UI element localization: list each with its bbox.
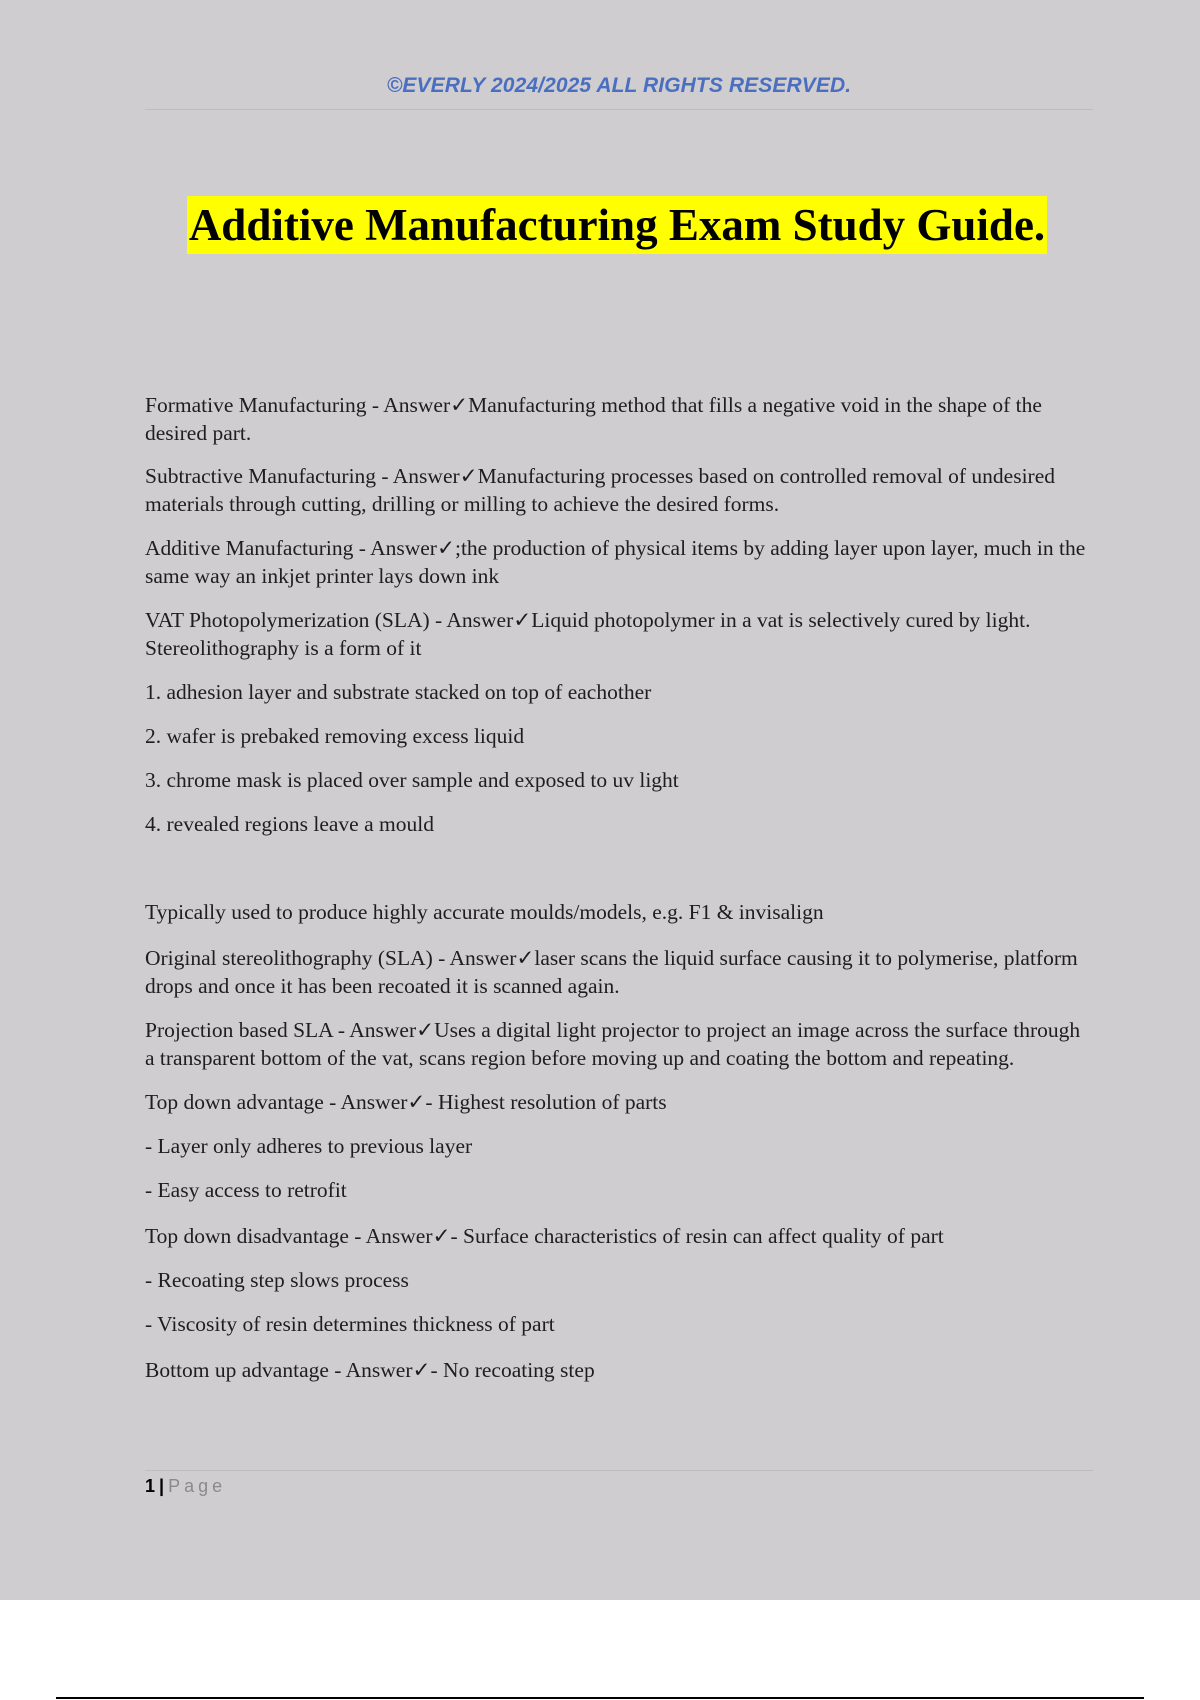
list-item-step-1: 1. adhesion layer and substrate stacked on top of eachother	[145, 680, 652, 704]
page-separator: |	[159, 1476, 165, 1496]
copyright-header: ©EVERLY 2024/2025 ALL RIGHTS RESERVED.	[386, 74, 852, 97]
note-typical-use: Typically used to produce highly accurate moulds/models, e.g. F1 & invisalign	[145, 900, 824, 924]
bottom-border-line	[56, 1697, 1144, 1699]
definition-vat-photopolymerization: VAT Photopolymerization (SLA) - Answer✓Liquid photopolymer in a vat is selectively cured by light. Stereolithography is a form of it	[145, 608, 1031, 660]
bottom-up-advantage: Bottom up advantage - Answer✓- No recoating step	[145, 1358, 595, 1382]
list-item-step-4: 4. revealed regions leave a mould	[145, 812, 434, 836]
top-down-disadvantage-point-2: - Viscosity of resin determines thickness of part	[145, 1312, 555, 1336]
top-down-disadvantage-point-1: - Recoating step slows process	[145, 1268, 409, 1292]
title-container	[0, 196, 1200, 254]
study-guide-content	[145, 391, 1093, 1384]
top-down-advantage: Top down advantage - Answer✓- Highest resolution of parts	[145, 1090, 667, 1114]
page-label: Page	[168, 1476, 227, 1496]
list-item-step-2: 2. wafer is prebaked removing excess liquid	[145, 724, 525, 748]
header-divider	[145, 109, 1093, 110]
definition-projection-sla: Projection based SLA - Answer✓Uses a digital light projector to project an image across the surface through a transparent bottom of the vat, scans region before moving up and coating the bottom and repeating.	[145, 1018, 1081, 1070]
list-item-step-3: 3. chrome mask is placed over sample and exposed to uv light	[145, 768, 679, 792]
footer-divider	[145, 1470, 1093, 1471]
definition-formative: Formative Manufacturing - Answer✓Manufacturing method that fills a negative void in the shape of the desired part.	[145, 393, 1042, 445]
top-down-advantage-point-1: - Layer only adheres to previous layer	[145, 1134, 473, 1158]
top-down-advantage-point-2: - Easy access to retrofit	[145, 1178, 347, 1202]
page-footer	[145, 1476, 226, 1497]
definition-original-sla: Original stereolithography (SLA) - Answer✓laser scans the liquid surface causing it to polymerise, platform drops and once it has been recoated it is scanned again.	[145, 946, 1078, 998]
definition-subtractive: Subtractive Manufacturing - Answer✓Manufacturing processes based on controlled removal of undesired materials through cutting, drilling or milling to achieve the desired forms.	[145, 464, 1055, 516]
definition-additive: Additive Manufacturing - Answer✓;the production of physical items by adding layer upon layer, much in the same way an inkjet printer lays down ink	[145, 536, 1086, 588]
page-number: 1	[145, 1476, 156, 1496]
document-title: Additive Manufacturing Exam Study Guide.	[187, 196, 1047, 254]
top-down-disadvantage: Top down disadvantage - Answer✓- Surface characteristics of resin can affect quality of part	[145, 1224, 944, 1248]
